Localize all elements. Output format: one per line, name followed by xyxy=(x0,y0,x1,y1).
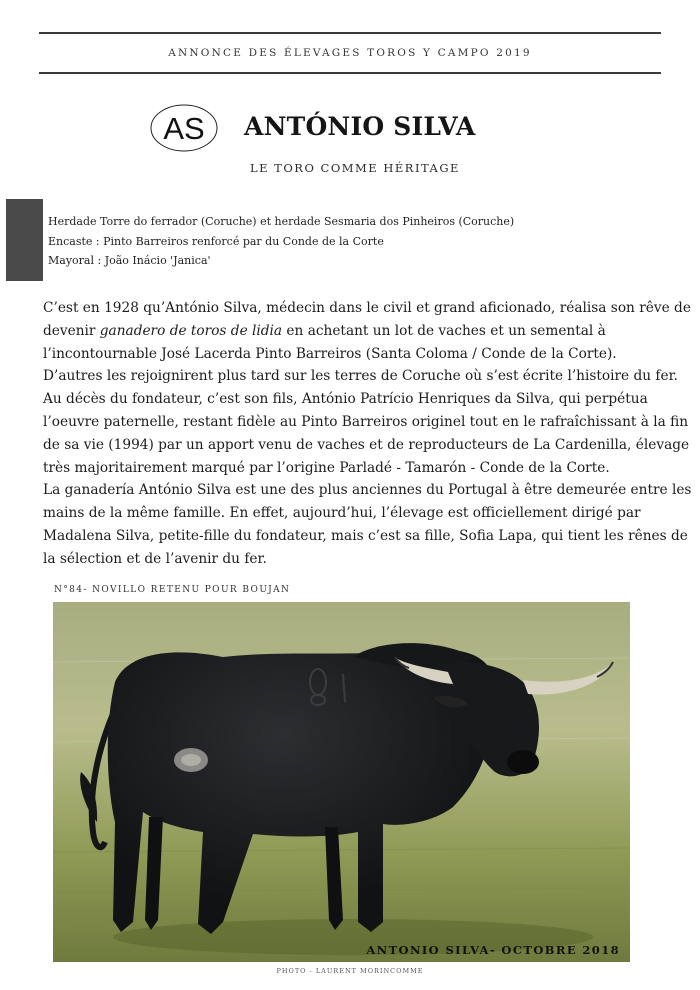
brand-name: ANTÓNIO SILVA xyxy=(244,112,476,141)
paragraph-1: C’est en 1928 qu’António Silva, médecin dans le civil et grand aficionado, réalisa son rêve de devenir ganadero de toros de lidia en achetant un lot de vaches et un semental à l’incontournable José Lacerda Pinto Barreiros (Santa Coloma / Conde de la Corte). xyxy=(43,300,691,362)
top-rule xyxy=(39,32,661,34)
logo-monogram: AS xyxy=(163,111,205,146)
info-land: Herdade Torre do ferrador (Coruche) et herdade Sesmaria dos Pinheiros (Coruche) xyxy=(48,215,515,228)
photo-caption: N°84- NOVILLO RETENU POUR BOUJAN xyxy=(54,585,291,595)
article-body xyxy=(43,297,695,571)
bull-photo xyxy=(53,602,630,962)
brand-logo xyxy=(150,104,218,152)
paragraph-3: Au décès du fondateur, c’est son fils, António Patrício Henriques da Silva, qui perpétua l’oeuvre paternelle, restant fidèle au Pinto Barreiros originel tout en le rafraîchissant à la fin de sa vie (1994) par un apport venu de vaches et de reproducteurs de La Cardenilla, élevage très majoritairement marqué par l’origine Parladé - Tamarón - Conde de la Corte. xyxy=(43,391,690,476)
photo-overlay-label: ANTONIO SILVA- OCTOBRE 2018 xyxy=(366,943,620,957)
side-accent-bar xyxy=(6,199,43,281)
header-bottom-rule xyxy=(39,72,661,74)
info-encaste: Encaste : Pinto Barreiros renforcé par du Conde de la Corte xyxy=(48,234,384,248)
bull-illustration xyxy=(53,602,630,962)
italic-term: ganadero de toros de lidia xyxy=(99,322,283,339)
paragraph-2: D’autres les rejoignirent plus tard sur les terres de Coruche où s’est écrite l’histoire du fer. xyxy=(43,368,678,385)
header-title: ANNONCE DES ÉLEVAGES TOROS Y CAMPO 2019 xyxy=(168,47,532,59)
photo-credit: PHOTO - LAURENT MORINCOMME xyxy=(276,967,424,975)
info-mayoral: Mayoral : João Inácio 'Janica' xyxy=(48,254,211,267)
paragraph-4: La ganadería António Silva est une des plus anciennes du Portugal à être demeurée entre les mains de la même famille. En effet, aujourd’hui, l’élevage est officiellement dirigé par Madalena Silva, petite-fille du fondateur, mais c’est sa fille, Sofia Lapa, qui tient les rênes de la sélection et de l’avenir du fer. xyxy=(43,482,692,567)
ranch-info xyxy=(48,212,514,271)
brand-tagline: LE TORO COMME HÉRITAGE xyxy=(250,161,460,175)
